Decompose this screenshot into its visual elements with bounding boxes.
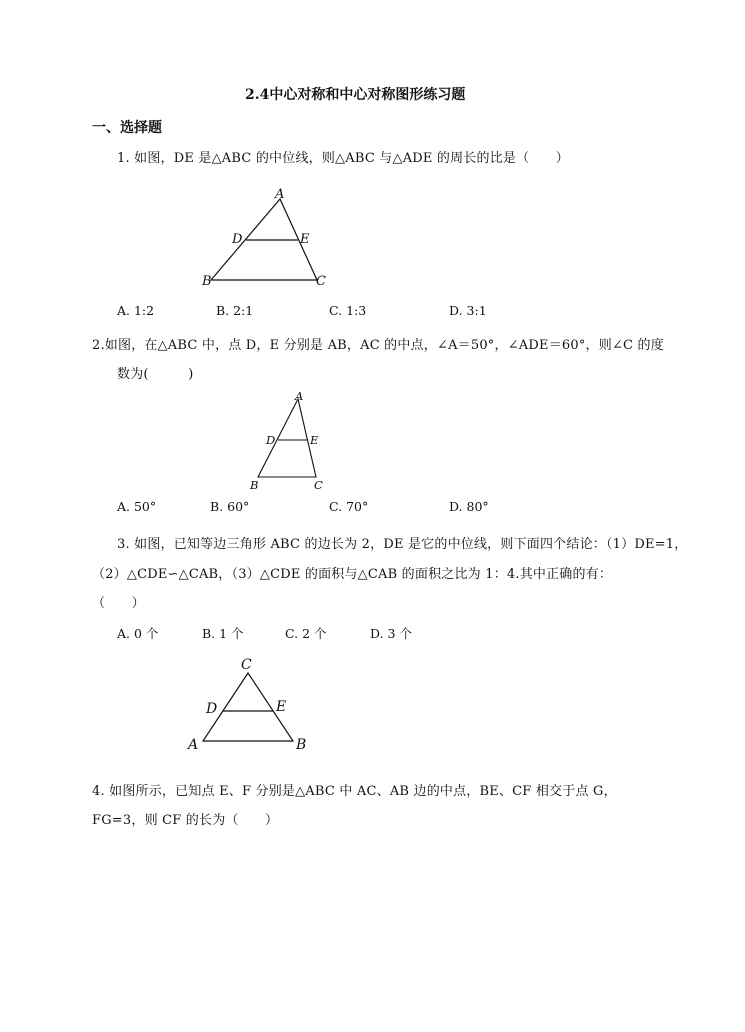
vertex-label-c: C — [316, 274, 326, 289]
q1-option-d: D. 3:1 — [449, 303, 487, 318]
vertex-label-b-3: B — [296, 737, 307, 753]
q2-option-a: A. 50° — [117, 499, 157, 514]
q3-option-d: D. 3 个 — [370, 626, 412, 641]
q2-option-b: B. 60° — [210, 499, 250, 514]
vertex-label-a: A — [275, 187, 285, 202]
vertex-label-a-2: A — [295, 389, 304, 403]
q3-option-a: A. 0 个 — [117, 626, 159, 641]
vertex-label-a-3: A — [188, 737, 199, 753]
question-3-text-line2: （2）△CDE∽△CAB，（3）△CDE 的面积与△CAB 的面积之比为 1：4.其中正确的有： — [92, 567, 613, 582]
vertex-label-e: E — [300, 232, 310, 247]
vertex-label-e-2: E — [310, 433, 319, 447]
page-title: 2.4中心对称和中心对称图形练习题 — [245, 87, 466, 103]
question-2-text-line1: 2.如图，在△ABC 中，点 D，E 分别是 AB，AC 的中点，∠A＝50°，∠ADE＝60°，则∠C 的度 — [92, 338, 664, 353]
triangle-abc-3 — [203, 673, 293, 741]
vertex-label-e-3: E — [276, 699, 287, 715]
vertex-label-d: D — [232, 232, 243, 247]
q1-option-b: B. 2:1 — [216, 303, 254, 318]
q3-option-c: C. 2 个 — [285, 626, 327, 641]
triangle-abc-2 — [258, 399, 316, 477]
question-1-text: 1. 如图，DE 是△ABC 的中位线，则△ABC 与△ADE 的周长的比是（ ） — [117, 151, 569, 166]
vertex-label-b-2: B — [250, 478, 259, 492]
question-3-text-line3: （ ） — [92, 596, 145, 611]
question-4-text-line2: FG=3，则 CF 的长为（ ） — [92, 813, 279, 828]
vertex-label-b: B — [202, 274, 212, 289]
vertex-label-c-3: C — [241, 657, 252, 673]
triangle-abc — [211, 199, 317, 280]
vertex-label-d-2: D — [266, 433, 276, 447]
q1-option-c: C. 1:3 — [329, 303, 367, 318]
q2-option-c: C. 70° — [329, 499, 369, 514]
vertex-label-d-3: D — [206, 701, 218, 717]
q2-option-d: D. 80° — [449, 499, 489, 514]
question-4-text-line1: 4. 如图所示，已知点 E、F 分别是△ABC 中 AC、AB 边的中点，BE、CF 相交于点 G， — [92, 784, 617, 799]
question-3-text-line1: 3. 如图，已知等边三角形 ABC 的边长为 2，DE 是它的中位线，则下面四个结论：（1）DE=1， — [117, 537, 688, 552]
q3-option-b: B. 1 个 — [202, 626, 244, 641]
question-2-text-line2: 数为( ) — [117, 367, 194, 382]
q1-option-a: A. 1:2 — [117, 303, 155, 318]
section-heading-choice: 一、选择题 — [92, 120, 162, 136]
vertex-label-c-2: C — [314, 478, 323, 492]
